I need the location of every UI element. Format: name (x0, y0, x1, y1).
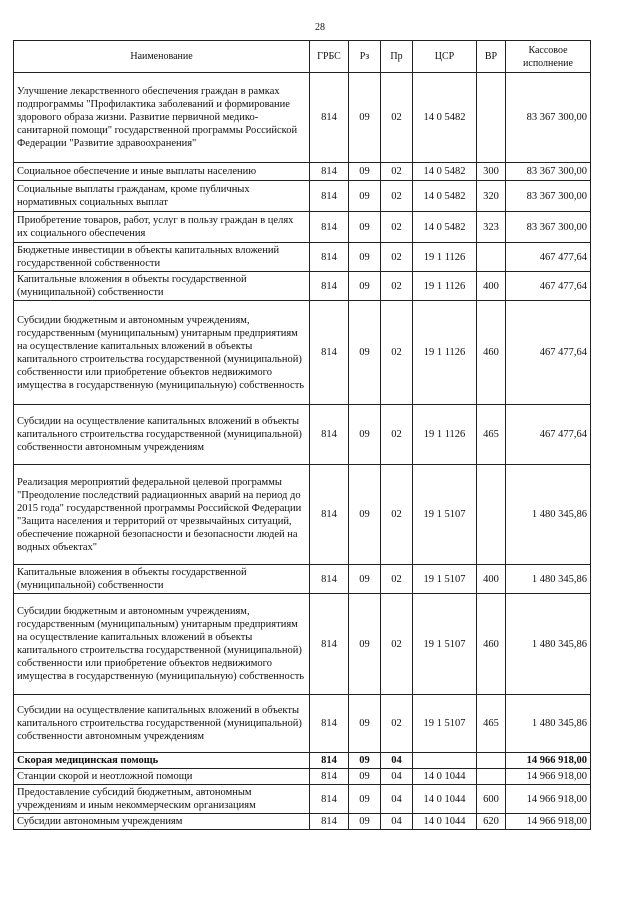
row-pr: 04 (381, 785, 413, 814)
row-name: Бюджетные инвестиции в объекты капитальных вложений государственной собственности (14, 243, 310, 272)
row-amount: 467 477,64 (506, 405, 591, 465)
row-csr: 19 1 5107 (413, 695, 477, 753)
row-vr (477, 769, 506, 785)
row-rz: 09 (349, 565, 381, 594)
row-csr: 14 0 1044 (413, 785, 477, 814)
row-vr: 465 (477, 695, 506, 753)
row-csr: 14 0 1044 (413, 814, 477, 830)
row-amount: 14 966 918,00 (506, 753, 591, 769)
row-csr: 19 1 1126 (413, 405, 477, 465)
row-grbs: 814 (310, 73, 349, 163)
row-pr: 02 (381, 405, 413, 465)
row-pr: 02 (381, 73, 413, 163)
row-vr: 323 (477, 212, 506, 243)
row-amount: 467 477,64 (506, 243, 591, 272)
row-csr: 14 0 5482 (413, 163, 477, 181)
table-row (14, 405, 591, 465)
row-name: Социальное обеспечение и иные выплаты населению (14, 163, 310, 181)
row-csr: 19 1 1126 (413, 301, 477, 405)
table-row (14, 465, 591, 565)
row-vr (477, 243, 506, 272)
row-name: Субсидии автономным учреждениям (14, 814, 310, 830)
row-vr (477, 73, 506, 163)
table-row (14, 73, 591, 163)
row-grbs: 814 (310, 814, 349, 830)
row-pr: 02 (381, 594, 413, 695)
row-pr: 02 (381, 301, 413, 405)
row-name: Предоставление субсидий бюджетным, автономным учреждениям и иным некоммерческим организациям (14, 785, 310, 814)
row-grbs: 814 (310, 163, 349, 181)
row-rz: 09 (349, 301, 381, 405)
row-vr: 300 (477, 163, 506, 181)
row-vr (477, 465, 506, 565)
row-rz: 09 (349, 695, 381, 753)
row-amount: 14 966 918,00 (506, 785, 591, 814)
row-name: Скорая медицинская помощь (14, 753, 310, 769)
row-amount: 1 480 345,86 (506, 465, 591, 565)
row-grbs: 814 (310, 594, 349, 695)
row-pr: 02 (381, 465, 413, 565)
row-pr: 02 (381, 272, 413, 301)
row-name: Приобретение товаров, работ, услуг в пользу граждан в целях их социального обеспечения (14, 212, 310, 243)
row-pr: 02 (381, 243, 413, 272)
row-rz: 09 (349, 181, 381, 212)
row-grbs: 814 (310, 181, 349, 212)
row-vr: 460 (477, 301, 506, 405)
row-grbs: 814 (310, 785, 349, 814)
row-amount: 14 966 918,00 (506, 769, 591, 785)
page-number: 28 (315, 22, 325, 33)
row-amount: 83 367 300,00 (506, 181, 591, 212)
row-vr: 620 (477, 814, 506, 830)
row-name: Капитальные вложения в объекты государственной (муниципальной) собственности (14, 565, 310, 594)
row-csr (413, 753, 477, 769)
row-pr: 02 (381, 181, 413, 212)
row-name: Реализация мероприятий федеральной целевой программы "Преодоление последствий радиационных аварий на период до 2015 года" государственной программы Российской Федерации "Защита населения и территорий от чрезвычайных ситуаций, обеспечение пожарной безопасности и безопасности людей на водных объектах" (14, 465, 310, 565)
table-row (14, 181, 591, 212)
header-csr: ЦСР (413, 41, 477, 73)
row-pr: 04 (381, 769, 413, 785)
row-pr: 02 (381, 212, 413, 243)
row-amount: 467 477,64 (506, 301, 591, 405)
table-row (14, 301, 591, 405)
table-row (14, 565, 591, 594)
table-row (14, 272, 591, 301)
row-csr: 19 1 5107 (413, 565, 477, 594)
table-row (14, 243, 591, 272)
row-csr: 14 0 5482 (413, 181, 477, 212)
row-vr: 320 (477, 181, 506, 212)
row-rz: 09 (349, 243, 381, 272)
row-grbs: 814 (310, 565, 349, 594)
row-vr: 400 (477, 272, 506, 301)
budget-execution-table (13, 40, 591, 830)
row-amount: 14 966 918,00 (506, 814, 591, 830)
header-rz: Рз (349, 41, 381, 73)
row-amount: 83 367 300,00 (506, 212, 591, 243)
row-grbs: 814 (310, 769, 349, 785)
table-row (14, 814, 591, 830)
row-name: Субсидии на осуществление капитальных вложений в объекты капитального строительства государственной (муниципальной) собственности автономным учреждениям (14, 695, 310, 753)
row-vr (477, 753, 506, 769)
row-grbs: 814 (310, 753, 349, 769)
row-pr: 04 (381, 753, 413, 769)
row-amount: 467 477,64 (506, 272, 591, 301)
row-name: Капитальные вложения в объекты государственной (муниципальной) собственности (14, 272, 310, 301)
row-pr: 02 (381, 565, 413, 594)
row-pr: 02 (381, 163, 413, 181)
row-rz: 09 (349, 785, 381, 814)
row-csr: 14 0 5482 (413, 73, 477, 163)
row-amount: 1 480 345,86 (506, 594, 591, 695)
row-rz: 09 (349, 73, 381, 163)
table-row (14, 594, 591, 695)
row-amount: 1 480 345,86 (506, 565, 591, 594)
row-rz: 09 (349, 163, 381, 181)
row-grbs: 814 (310, 405, 349, 465)
row-grbs: 814 (310, 212, 349, 243)
header-vr: ВР (477, 41, 506, 73)
row-vr: 465 (477, 405, 506, 465)
row-csr: 19 1 1126 (413, 272, 477, 301)
row-amount: 83 367 300,00 (506, 163, 591, 181)
row-rz: 09 (349, 272, 381, 301)
table-row (14, 695, 591, 753)
row-name: Социальные выплаты гражданам, кроме публичных нормативных социальных выплат (14, 181, 310, 212)
row-grbs: 814 (310, 243, 349, 272)
table-header-row (14, 41, 591, 73)
row-name: Станции скорой и неотложной помощи (14, 769, 310, 785)
row-grbs: 814 (310, 465, 349, 565)
row-amount: 1 480 345,86 (506, 695, 591, 753)
row-grbs: 814 (310, 272, 349, 301)
row-rz: 09 (349, 594, 381, 695)
row-rz: 09 (349, 465, 381, 565)
row-csr: 19 1 5107 (413, 465, 477, 565)
table-row-section (14, 753, 591, 769)
row-pr: 04 (381, 814, 413, 830)
row-rz: 09 (349, 753, 381, 769)
row-csr: 14 0 1044 (413, 769, 477, 785)
row-name: Субсидии на осуществление капитальных вложений в объекты капитального строительства государственной (муниципальной) собственности автономным учреждениям (14, 405, 310, 465)
table-row (14, 769, 591, 785)
row-grbs: 814 (310, 301, 349, 405)
table-row (14, 163, 591, 181)
row-csr: 19 1 5107 (413, 594, 477, 695)
row-csr: 14 0 5482 (413, 212, 477, 243)
row-rz: 09 (349, 405, 381, 465)
row-vr: 460 (477, 594, 506, 695)
header-amount: Кассовое исполнение (506, 41, 591, 73)
header-name: Наименование (14, 41, 310, 73)
row-grbs: 814 (310, 695, 349, 753)
row-name: Субсидии бюджетным и автономным учреждениям, государственным (муниципальным) унитарным предприятиям на осуществление капитальных вложений в объекты капитального строительства государственной (муниципальной) собственности или приобретение объектов недвижимого имущества в государственную (муниципальную) собственность (14, 301, 310, 405)
row-name: Субсидии бюджетным и автономным учреждениям, государственным (муниципальным) унитарным предприятиям на осуществление капитальных вложений в объекты капитального строительства государственной (муниципальной) собственности или приобретение объектов недвижимого имущества в государственную (муниципальную) собственность (14, 594, 310, 695)
table-row (14, 212, 591, 243)
row-amount: 83 367 300,00 (506, 73, 591, 163)
table-row (14, 785, 591, 814)
row-vr: 400 (477, 565, 506, 594)
header-pr: Пр (381, 41, 413, 73)
header-grbs: ГРБС (310, 41, 349, 73)
row-pr: 02 (381, 695, 413, 753)
row-rz: 09 (349, 769, 381, 785)
row-name: Улучшение лекарственного обеспечения граждан в рамках подпрограммы "Профилактика заболеваний и формирование здорового образа жизни. Развитие первичной медико-санитарной помощи" государственной программы Российской Федерации "Развитие здравоохранения" (14, 73, 310, 163)
row-rz: 09 (349, 212, 381, 243)
row-vr: 600 (477, 785, 506, 814)
row-rz: 09 (349, 814, 381, 830)
row-csr: 19 1 1126 (413, 243, 477, 272)
